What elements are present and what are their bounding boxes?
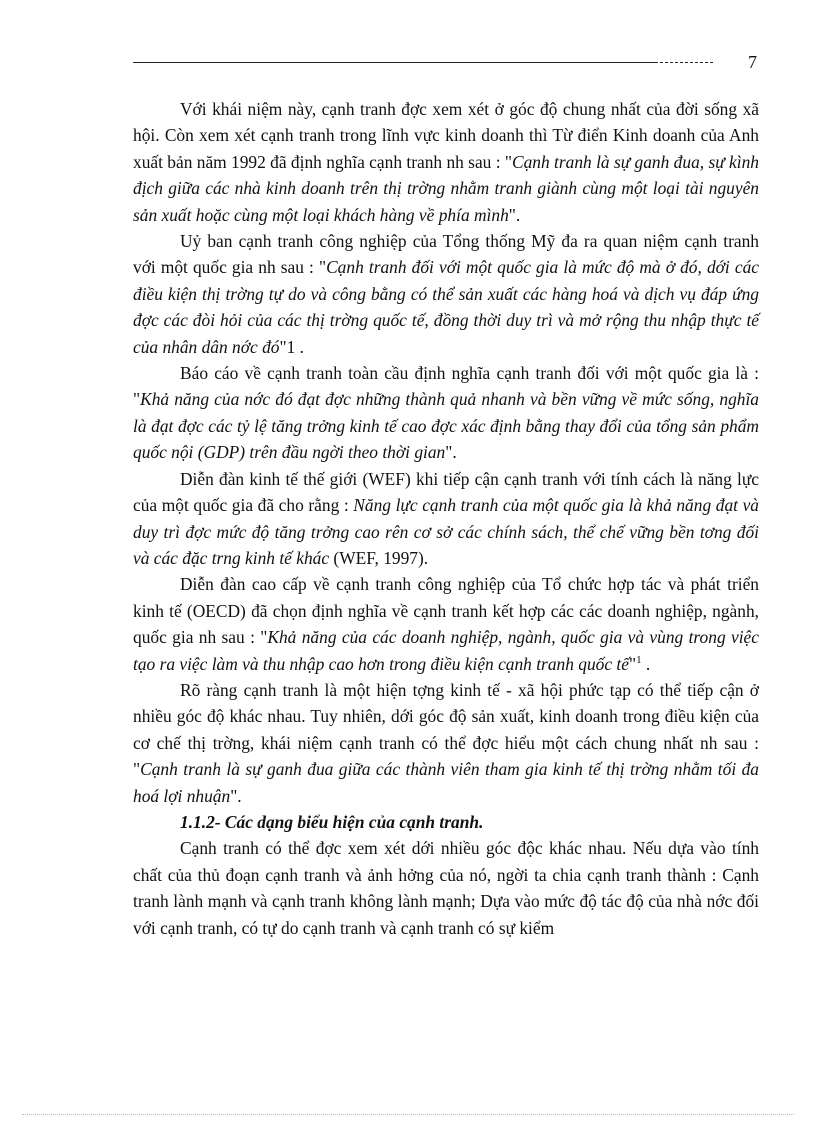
paragraph-4-quote: Năng lực cạnh tranh của một quốc gia là khả năng đạt và duy trì đợc mức độ tăng trởng cao rên cơ sở các chính sách, thể chế vững bền tơng đối và các đặc trng kinh tế khác: [133, 495, 759, 568]
section-heading: 1.1.2- Các dạng biểu hiện của cạnh tranh.: [180, 811, 484, 832]
paragraph-6-quote: Cạnh tranh là sự ganh đua giữa các thành viên tham gia kinh tế thị trờng nhằm tối đa hoá lợi nhuận: [133, 759, 759, 806]
document-body: [133, 96, 759, 941]
paragraph-2: [133, 228, 759, 360]
paragraph-7: [133, 835, 759, 941]
paragraph-4-tail: (WEF, 1997).: [329, 547, 429, 568]
page-number: 7: [748, 52, 757, 72]
paragraph-3-tail: ".: [445, 442, 457, 463]
paragraph-6-tail: ".: [230, 785, 242, 806]
paragraph-1: [133, 96, 759, 228]
footnote-marker: 1: [636, 653, 642, 666]
paragraph-4: [133, 466, 759, 572]
paragraph-3-quote: Khả năng của nớc đó đạt đợc những thành quả nhanh và bền vững về mức sống, nghĩa là đạt đợc các tỷ lệ tăng trởng kinh tế cao đợc xác định bằng thay đổi của tổng sản phẩm quốc nội (GDP) trên đầu ngời theo thời gian: [133, 389, 759, 463]
paragraph-1-text: Với khái niệm này, cạnh tranh đợc xem xét ở góc độ chung nhất của đời sống xã hội. Còn xem xét cạnh tranh trong lĩnh vực kinh doanh thì Từ điển Kinh doanh của Anh xuất bản năm 1992 đã định nghĩa cạnh tranh nh sau : ": [133, 99, 759, 172]
paragraph-5-quote: Khả năng của các doanh nghiệp, ngành, quốc gia và vùng trong việc tạo ra việc làm và thu nhập cao hơn trong điều kiện cạnh tranh quốc tế: [133, 627, 759, 674]
paragraph-5-tail: .: [641, 653, 651, 674]
paragraph-5-close-quote: ": [628, 653, 637, 674]
paragraph-6-text: Rõ ràng cạnh tranh là một hiện tợng kinh tế - xã hội phức tạp có thể tiếp cận ở nhiều góc độ khác nhau. Tuy nhiên, dới góc độ sản xuất, kinh doanh trong điều kiện của cơ chế thị trờng, khái niệm cạnh tranh có thể đợc hiểu một cách chung nhất nh sau : ": [133, 679, 759, 780]
paragraph-4-text: Diễn đàn kinh tế thế giới (WEF) khi tiếp cận cạnh tranh với tính cách là năng lực của một quốc gia đã cho rằng :: [133, 468, 759, 516]
paragraph-5-text: Diễn đàn cao cấp về cạnh tranh công nghiệp của Tổ chức hợp tác và phát triển kinh tế (OECD) đã chọn định nghĩa về cạnh tranh kết hợp các các doanh nghiệp, ngành, quốc gia nh sau : ": [133, 574, 759, 648]
paragraph-7-text: Cạnh tranh có thể đợc xem xét dới nhiều góc độc khác nhau. Nếu dựa vào tính chất của thủ đoạn cạnh tranh và ảnh hởng của nó, ngời ta chia cạnh tranh thành : Cạnh tranh lành mạnh và cạnh tranh không lành mạnh; Dựa vào mức độ tác độ của nhà nớc đối với cạnh tranh, có tự do cạnh tranh và cạnh tranh có sự kiểm: [133, 838, 759, 938]
paragraph-6: [133, 677, 759, 809]
paragraph-3: [133, 360, 759, 466]
paragraph-5: [133, 571, 759, 677]
footer-rule: [22, 1114, 794, 1115]
paragraph-1-quote: Cạnh tranh là sự ganh đua, sự kình địch giữa các nhà kinh doanh trên thị trờng nhằm tranh giành cùng một loại tài nguyên sản xuất hoặc cùng một loại khách hàng về phía mình: [133, 151, 759, 225]
header-rule: [133, 62, 713, 63]
paragraph-2-quote: Cạnh tranh đối với một quốc gia là mức độ mà ở đó, dới các điều kiện thị trờng tự do và công bằng có thể sản xuất các hàng hoá và dịch vụ đáp ứng đợc các đòi hỏi của các thị trờng quốc tế, đồng thời duy trì và mở rộng thu nhập thực tế của nhân dân nớc đó: [133, 257, 759, 357]
paragraph-1-tail: ".: [508, 204, 521, 225]
paragraph-2-text: Uỷ ban cạnh tranh công nghiệp của Tổng thống Mỹ đa ra quan niệm cạnh tranh với một quốc gia nh sau : ": [133, 231, 759, 278]
paragraph-2-tail: "1 .: [279, 336, 304, 357]
paragraph-3-text: Báo cáo về cạnh tranh toàn cầu định nghĩa cạnh tranh đối với một quốc gia là : ": [133, 363, 759, 410]
